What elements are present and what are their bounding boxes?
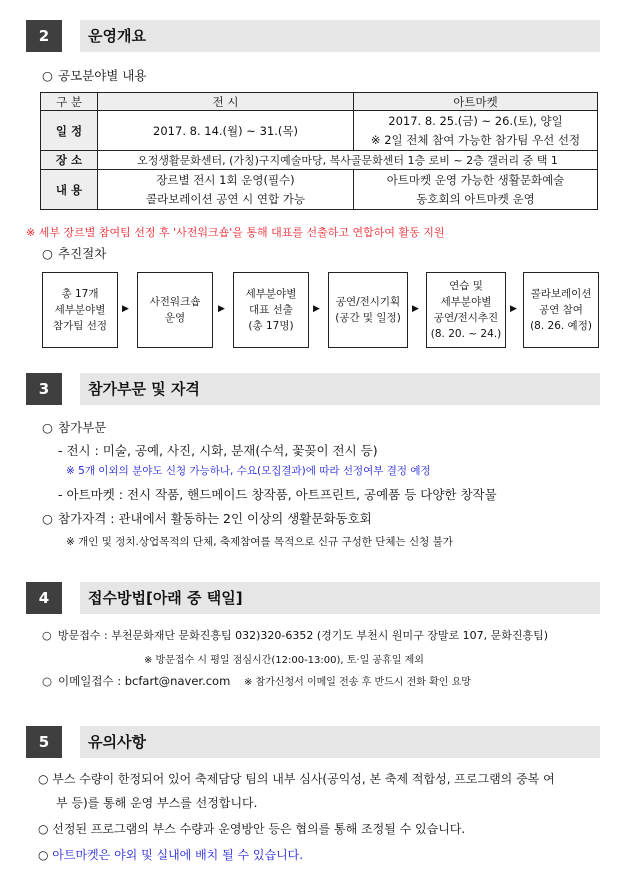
process-step-3: 세부분야별 대표 선출 (총 17명) [233,272,309,348]
process-step-5: 연습 및 세부분야별 공연/전시추진 (8. 20. ~ 24.) [426,272,506,348]
process-title: ○ 추진절차 [42,246,107,261]
table-header: 아트마켓 [354,93,598,111]
section-number: 2 [26,20,62,52]
exhibit-date: 2017. 8. 14.(월) ~ 31.(목) [98,111,354,151]
section-title: 접수방법[아래 중 택일] [88,589,243,607]
process-step-6: 콜라보레이션 공연 참여 (8. 26. 예정) [523,272,599,348]
section-title: 운영개요 [88,27,146,45]
arrow-icon: ▶ [313,304,320,314]
market-content: 아트마켓 운영 가능한 생활문화예술 동호회의 아트마켓 운영 [354,170,598,210]
process-step-2: 사전워크숍 운영 [137,272,213,348]
email-application: ○ 이메일접수 : bcfart@naver.com ※ 참가신청서 이메일 전송 후 반드시 전화 확인 요망 [42,674,471,688]
visit-application: ○ 방문접수 : 부천문화재단 문화진흥팀 032)320-6352 (경기도 부천시 원미구 장말로 107, 문화진흥팀) [42,629,549,642]
process-step-4: 공연/전시기획 (공간 및 일정) [328,272,408,348]
category-title: ○ 참가부문 [42,420,107,435]
qualification: ○ 참가자격 : 관내에서 활동하는 2인 이상의 생활문화동호회 [42,511,372,526]
arrow-icon: ▶ [122,304,129,314]
market-category: - 아트마켓 : 전시 작품, 핸드메이드 창작품, 아트프린트, 공예품 등 다양한 창작물 [58,487,497,502]
market-date: 2017. 8. 25.(금) ~ 26.(토), 양일 ※ 2일 전체 참여 가능한 참가팀 우선 선정 [354,111,598,151]
exhibit-category: - 전시 : 미술, 공예, 사진, 시화, 분재(수석, 꽃꽂이 전시 등) [58,443,378,458]
arrow-icon: ▶ [218,304,225,314]
note-1: ○ 부스 수량이 한정되어 있어 축제담당 팀의 내부 심사(공익성, 본 축제 적합성, 프로그램의 중복 여 [38,772,555,786]
note-3: ○ 아트마켓은 야외 및 실내에 배치 될 수 있습니다. [38,848,304,862]
note-2: ○ 선정된 프로그램의 부스 수량과 운영방안 등은 협의를 통해 조정될 수 있습니다. [38,822,466,836]
section-header-3 [26,373,600,405]
note-1-continued: 부 등)를 통해 운영 부스를 선정합니다. [56,796,258,810]
arrow-icon: ▶ [412,304,419,314]
table-header: 구 분 [41,93,98,111]
overview-table [40,92,598,210]
row-label: 내 용 [41,170,98,210]
table-header: 전 시 [98,93,354,111]
section-header-2 [26,20,600,52]
row-label: 일 정 [41,111,98,151]
process-step-1: 총 17개 세부분야별 참가팀 선정 [42,272,118,348]
row-label: 장 소 [41,151,98,170]
section-title: 참가부문 및 자격 [88,380,200,398]
section-header-4 [26,582,600,614]
arrow-icon: ▶ [510,304,517,314]
section-number: 3 [26,373,62,405]
exhibit-category-note: ※ 5개 이외의 분야도 신청 가능하나, 수요(모집결과)에 따라 선정여부 결정 예정 [66,465,431,477]
visit-application-note: ※ 방문접수 시 평일 점심시간(12:00-13:00), 토·일 공휴일 제외 [144,655,424,666]
place-value: 오정생활문화센터, (가칭)구지예술마당, 복사골문화센터 1층 로비 ~ 2층 갤러리 중 택 1 [98,151,598,170]
overview-note: ※ 세부 장르별 참여팀 선정 후 '사전워크숍'을 통해 대표를 선출하고 연합하여 활동 지원 [26,226,445,239]
section-number: 4 [26,582,62,614]
overview-intro: ○ 공모분야별 내용 [42,68,147,83]
qualification-note: ※ 개인 및 정치.상업목적의 단체, 축제참여를 목적으로 신규 구성한 단체는 신청 불가 [66,536,453,548]
section-header-5 [26,726,600,758]
section-number: 5 [26,726,62,758]
section-title: 유의사항 [88,733,146,751]
exhibit-content: 장르별 전시 1회 운영(필수) 콜라보레이션 공연 시 연합 가능 [98,170,354,210]
